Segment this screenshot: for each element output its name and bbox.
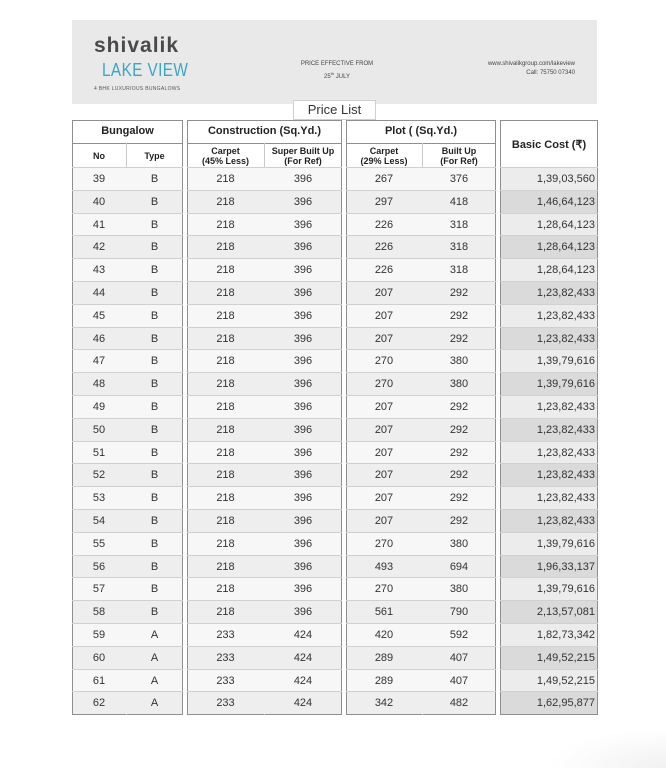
cell-p-built: 292	[449, 424, 469, 436]
cell-c-carpet: 218	[216, 606, 235, 618]
header-plot-carpet-l1: Carpet	[369, 146, 399, 156]
cell-type: B	[150, 264, 159, 276]
cell-type: B	[150, 469, 159, 481]
cell-cost: 1,23,82,433	[536, 492, 595, 504]
cell-c-carpet: 218	[216, 492, 235, 504]
effective-label: PRICE EFFECTIVE FROM	[300, 61, 374, 67]
cell-p-carpet: 289	[374, 675, 394, 687]
cell-p-built: 482	[449, 697, 469, 709]
cell-type: A	[150, 629, 159, 641]
cell-no: 62	[92, 697, 106, 709]
cell-cost: 1,46,64,123	[536, 196, 595, 208]
cell-cost: 1,23,82,433	[536, 424, 595, 436]
cell-p-carpet: 267	[374, 173, 394, 185]
cell-cost: 1,28,64,123	[536, 241, 595, 253]
effective-month: JULY	[335, 74, 350, 80]
cell-c-carpet: 233	[216, 697, 235, 709]
header-plot-built-up-l2: (For Ref)	[440, 156, 478, 166]
header-no: No	[93, 151, 105, 161]
cell-cost: 1,28,64,123	[536, 219, 595, 231]
header-type: Type	[144, 151, 165, 161]
cell-c-carpet: 218	[216, 196, 235, 208]
cell-no: 39	[92, 173, 106, 185]
cell-c-super: 396	[293, 424, 313, 436]
cell-c-carpet: 233	[216, 675, 235, 687]
cell-no: 44	[92, 287, 106, 299]
cell-p-carpet: 297	[374, 196, 394, 208]
cell-c-carpet: 233	[216, 629, 235, 641]
cell-p-carpet: 420	[374, 629, 394, 641]
cell-c-carpet: 218	[216, 538, 235, 550]
cell-type: B	[150, 561, 159, 573]
cell-type: B	[150, 583, 159, 595]
cell-p-carpet: 342	[374, 697, 394, 709]
cell-p-built: 407	[449, 652, 469, 664]
cell-no: 58	[92, 606, 106, 618]
cell-p-built: 292	[449, 447, 469, 459]
cell-c-super: 396	[293, 173, 313, 185]
cell-p-built: 380	[449, 378, 469, 390]
cell-p-built: 407	[449, 675, 469, 687]
phone-text: Call: 75750 07340	[526, 70, 575, 76]
cell-c-super: 396	[293, 583, 313, 595]
cell-c-super: 424	[293, 697, 313, 709]
cell-no: 57	[92, 583, 106, 595]
cell-p-carpet: 270	[374, 538, 394, 550]
cell-cost: 1,39,03,560	[536, 173, 595, 185]
effective-date	[282, 69, 392, 82]
cell-cost: 1,49,52,215	[536, 652, 595, 664]
cell-no: 54	[92, 515, 106, 527]
cell-no: 55	[92, 538, 106, 550]
cell-c-carpet: 218	[216, 401, 235, 413]
cell-type: B	[150, 492, 159, 504]
cell-c-carpet: 218	[216, 333, 235, 345]
cell-c-carpet: 218	[216, 287, 235, 299]
cell-p-carpet: 207	[374, 447, 394, 459]
header-plot-built-up	[422, 146, 496, 166]
cell-c-super: 396	[293, 538, 313, 550]
brand-logo-top: shivalik	[94, 34, 180, 57]
cell-type: B	[150, 401, 159, 413]
header-super-built-up-l1: Super Built Up	[271, 146, 335, 156]
header-super-built-up-l2: (For Ref)	[284, 156, 322, 166]
header-basic-cost: Basic Cost (₹)	[511, 139, 587, 151]
cell-cost: 1,39,79,616	[536, 538, 595, 550]
cell-cost: 1,23,82,433	[536, 287, 595, 299]
cell-no: 52	[92, 469, 106, 481]
cell-c-carpet: 218	[216, 173, 235, 185]
cell-p-carpet: 270	[374, 355, 394, 367]
header-construction-carpet	[187, 146, 264, 166]
effective-suffix: th	[330, 71, 335, 76]
cell-c-super: 424	[293, 675, 313, 687]
cell-p-built: 380	[449, 355, 469, 367]
cell-c-super: 396	[293, 378, 313, 390]
cell-c-carpet: 218	[216, 219, 235, 231]
brochure-header	[72, 20, 597, 104]
header-super-built-up	[264, 146, 342, 166]
cell-no: 61	[92, 675, 106, 687]
header-plot-built-up-l1: Built Up	[441, 146, 477, 156]
cell-p-built: 790	[449, 606, 469, 618]
cell-no: 51	[92, 447, 106, 459]
cell-cost: 1,39,79,616	[536, 378, 595, 390]
cell-p-carpet: 207	[374, 401, 394, 413]
cell-p-built: 292	[449, 515, 469, 527]
cell-c-super: 396	[293, 355, 313, 367]
cell-no: 40	[92, 196, 106, 208]
cell-type: A	[150, 652, 159, 664]
cell-c-super: 396	[293, 310, 313, 322]
cell-type: B	[150, 515, 159, 527]
cell-cost: 1,49,52,215	[536, 675, 595, 687]
cell-c-super: 396	[293, 196, 313, 208]
cell-no: 43	[92, 264, 106, 276]
cell-c-super: 396	[293, 287, 313, 299]
cell-cost: 1,39,79,616	[536, 583, 595, 595]
cell-p-carpet: 207	[374, 515, 394, 527]
cell-no: 47	[92, 355, 106, 367]
cell-p-built: 292	[449, 469, 469, 481]
brand-tagline: 4 BHK LUXURIOUS BUNGALOWS	[94, 86, 181, 92]
cell-c-super: 396	[293, 606, 313, 618]
cell-cost: 1,28,64,123	[536, 264, 595, 276]
cell-p-built: 694	[449, 561, 469, 573]
cell-type: B	[150, 196, 159, 208]
cell-c-carpet: 218	[216, 469, 235, 481]
effective-day: 25	[324, 74, 331, 80]
cell-no: 60	[92, 652, 106, 664]
cell-p-carpet: 207	[374, 333, 394, 345]
cell-type: B	[150, 447, 159, 459]
cell-c-super: 396	[293, 264, 313, 276]
cell-cost: 2,13,57,081	[536, 606, 595, 618]
cell-p-carpet: 207	[374, 492, 394, 504]
header-construction-carpet-l1: Carpet	[211, 146, 240, 156]
cell-p-built: 380	[449, 538, 469, 550]
cell-no: 42	[92, 241, 106, 253]
cell-p-carpet: 289	[374, 652, 394, 664]
cell-p-carpet: 207	[374, 287, 394, 299]
cell-c-carpet: 218	[216, 561, 235, 573]
cell-p-carpet: 207	[374, 469, 394, 481]
cell-c-super: 396	[293, 492, 313, 504]
cell-c-super: 396	[293, 561, 313, 573]
cell-c-carpet: 218	[216, 583, 235, 595]
cell-type: B	[150, 424, 159, 436]
cell-no: 56	[92, 561, 106, 573]
cell-c-carpet: 218	[216, 264, 235, 276]
cell-type: B	[150, 355, 159, 367]
cell-c-carpet: 218	[216, 378, 235, 390]
cell-type: B	[150, 538, 159, 550]
header-plot-carpet-l2: (29% Less)	[360, 156, 408, 166]
cell-p-built: 292	[449, 492, 469, 504]
header-plot: Plot ( (Sq.Yd.)	[384, 125, 458, 137]
cell-c-super: 396	[293, 515, 313, 527]
cell-c-carpet: 218	[216, 355, 235, 367]
cell-p-carpet: 226	[374, 264, 394, 276]
website-text: www.shivalikgroup.com/lakeview	[487, 61, 575, 67]
cell-type: A	[150, 675, 159, 687]
cell-c-carpet: 218	[216, 241, 235, 253]
cell-cost: 1,23,82,433	[536, 401, 595, 413]
cell-no: 59	[92, 629, 106, 641]
cell-no: 45	[92, 310, 106, 322]
cell-p-built: 318	[449, 219, 469, 231]
cell-c-super: 396	[293, 219, 313, 231]
cell-cost: 1,82,73,342	[536, 629, 595, 641]
header-construction-carpet-l2: (45% Less)	[201, 156, 250, 166]
cell-type: B	[150, 219, 159, 231]
cell-no: 41	[92, 219, 106, 231]
cell-p-built: 318	[449, 264, 469, 276]
cell-type: B	[150, 333, 159, 345]
cell-p-carpet: 226	[374, 219, 394, 231]
cell-c-carpet: 218	[216, 515, 235, 527]
cell-p-carpet: 270	[374, 583, 394, 595]
cell-p-built: 292	[449, 333, 469, 345]
cell-c-super: 396	[293, 241, 313, 253]
cell-c-super: 396	[293, 333, 313, 345]
cell-type: B	[150, 241, 159, 253]
page-curl-shadow	[546, 728, 666, 768]
cell-c-carpet: 218	[216, 310, 235, 322]
header-bungalow: Bungalow	[101, 125, 154, 137]
cell-no: 50	[92, 424, 106, 436]
cell-p-built: 380	[449, 583, 469, 595]
cell-c-carpet: 218	[216, 424, 235, 436]
cell-type: B	[150, 287, 159, 299]
cell-no: 46	[92, 333, 106, 345]
cell-no: 53	[92, 492, 106, 504]
price-effective-note	[282, 60, 392, 82]
header-construction: Construction (Sq.Yd.)	[207, 125, 322, 137]
cell-cost: 1,23,82,433	[536, 515, 595, 527]
cell-p-built: 376	[449, 173, 469, 185]
cell-cost: 1,23,82,433	[536, 469, 595, 481]
brand-logo-sub: LAKE VIEW	[102, 60, 189, 80]
cell-p-carpet: 226	[374, 241, 394, 253]
cell-c-super: 424	[293, 629, 313, 641]
cell-p-carpet: 270	[374, 378, 394, 390]
cell-cost: 1,23,82,433	[536, 447, 595, 459]
cell-c-carpet: 233	[216, 652, 235, 664]
cell-type: B	[150, 606, 159, 618]
cell-type: B	[150, 378, 159, 390]
cell-p-built: 592	[449, 629, 469, 641]
cell-cost: 1,62,95,877	[536, 697, 595, 709]
cell-cost: 1,96,33,137	[536, 561, 595, 573]
cell-c-carpet: 218	[216, 447, 235, 459]
cell-p-built: 292	[449, 287, 469, 299]
cell-c-super: 396	[293, 469, 313, 481]
cell-p-carpet: 561	[374, 606, 394, 618]
cell-c-super: 396	[293, 401, 313, 413]
cell-type: A	[150, 697, 159, 709]
cell-p-built: 418	[449, 196, 469, 208]
cell-cost: 1,39,79,616	[536, 355, 595, 367]
cell-p-carpet: 493	[374, 561, 394, 573]
cell-type: B	[150, 173, 159, 185]
cell-no: 48	[92, 378, 106, 390]
cell-p-built: 292	[449, 401, 469, 413]
header-plot-carpet	[346, 146, 422, 166]
cell-p-built: 292	[449, 310, 469, 322]
contact-info	[488, 60, 575, 78]
header-divider	[72, 143, 183, 144]
cell-c-super: 424	[293, 652, 313, 664]
cell-no: 49	[92, 401, 106, 413]
cell-c-super: 396	[293, 447, 313, 459]
price-list-title: Price List	[293, 100, 376, 120]
cell-p-carpet: 207	[374, 424, 394, 436]
cell-cost: 1,23,82,433	[536, 333, 595, 345]
cell-type: B	[150, 310, 159, 322]
cell-p-carpet: 207	[374, 310, 394, 322]
header-divider	[346, 143, 496, 144]
cell-cost: 1,23,82,433	[536, 310, 595, 322]
cell-p-built: 318	[449, 241, 469, 253]
